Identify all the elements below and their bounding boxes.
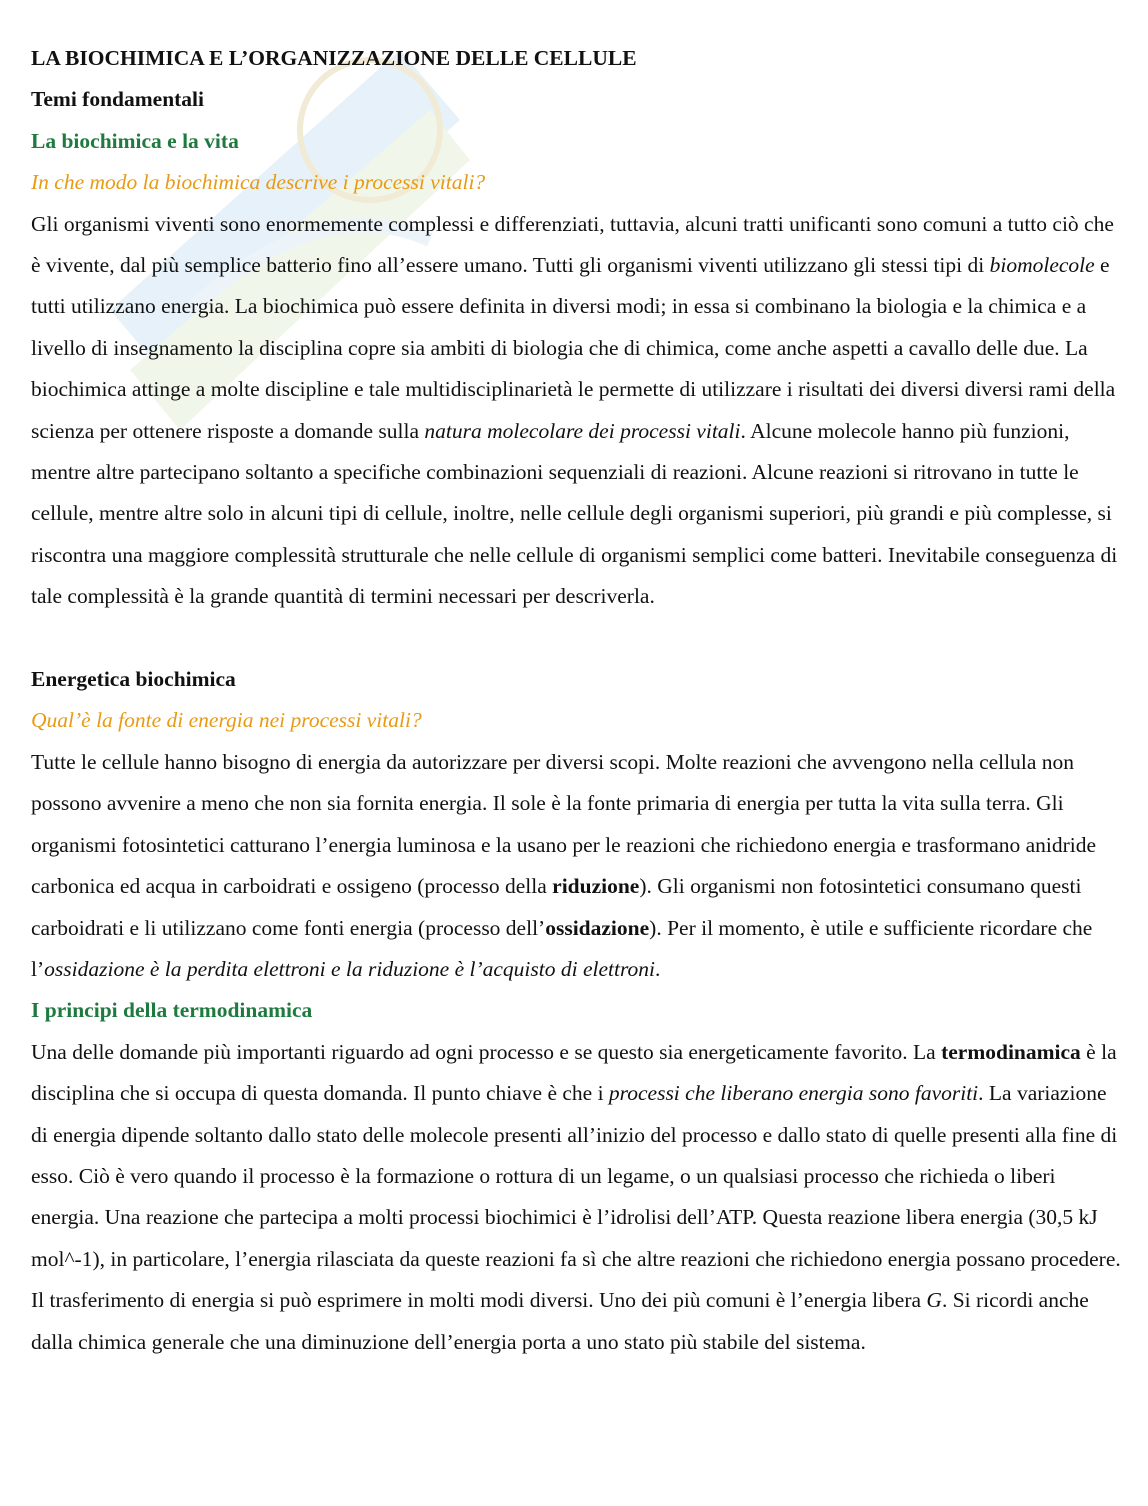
italic-run: processi che liberano energia sono favoriti [608, 1081, 979, 1106]
paragraph-biochimica [31, 204, 1121, 618]
italic-run: natura molecolare dei processi vitali [424, 418, 741, 443]
section-heading-energetica: Energetica biochimica [31, 667, 236, 692]
bold-run: termodinamica [941, 1039, 1081, 1064]
question-processi-vitali: In che modo la biochimica descrive i processi vitali? [31, 170, 486, 195]
paragraph-termodinamica [31, 1032, 1121, 1363]
text-run: . La variazione di energia dipende soltanto dallo stato delle molecole presenti all’inizio del processo e dallo stato di quelle presenti alla fine di esso. Ciò è vero quando il processo è la formazione o rottura di un legame, o un qualsiasi processo che richieda o liberi energia. Una reazione che partecipa a molti processi biochimici è l’idrolisi dell’ATP. Questa reazione libera energia (30,5 kJ mol^-1), in particolare, l’energia rilasciata da queste reazioni fa sì che altre reazioni che richiedono energia possano procedere. Il trasferimento di energia si può esprimere in molti modi diversi. Uno dei più comuni è l’energia libera [31, 1081, 1121, 1313]
subheading-termodinamica: I principi della termodinamica [31, 998, 313, 1023]
text-run: Tutte le cellule hanno bisogno di energia da autorizzare per diversi scopi. Molte reazioni che avvengono nella cellula non possono avvenire a meno che non sia fornita energia. Il sole è la fonte primaria di energia per tutta la vita sulla terra. Gli organismi fotosintetici catturano l’energia luminosa e la usano per le reazioni che richiedono energia e trasformano anidride carbonica ed acqua in carboidrati e ossigeno (processo della [31, 749, 1097, 899]
subheading-biochimica-vita: La biochimica e la vita [31, 128, 239, 153]
text-run: . Alcune molecole hanno più funzioni, mentre altre partecipano soltanto a specifiche combinazioni sequenziali di reazioni. Alcune reazioni si ritrovano in tutte le cellule, mentre altre solo in alcuni tipi di cellule, inoltre, nelle cellule degli organismi superiori, più grandi e più complesse, si riscontra una maggiore complessità strutturale che nelle cellule di organismi semplici come batteri. Inevitabile conseguenza di tale complessità è la grande quantità di termini necessari per descriverla. [31, 418, 1118, 609]
italic-run: biomolecole [989, 253, 1095, 278]
bold-run: riduzione [552, 874, 640, 899]
text-run: . Si ricordi anche dalla chimica generale che una diminuzione dell’energia porta a uno stato più stabile del sistema. [31, 1288, 1089, 1354]
italic-run: ossidazione è la perdita elettroni e la riduzione è l’acquisto di elettroni [44, 956, 656, 981]
question-fonte-energia: Qual’è la fonte di energia nei processi vitali? [31, 708, 422, 733]
text-run: è la disciplina che si occupa di questa domanda. Il punto chiave è che i [31, 1039, 1117, 1106]
text-run: e tutti utilizzano energia. La biochimica può essere definita in diversi modi; in essa si combinano la biologia e la chimica e a livello di insegnamento la disciplina copre sia ambiti di biologia che di chimica, come anche aspetti a cavallo delle due. La biochimica attinge a molte discipline e tale multidisciplinarietà le permette di utilizzare i risultati dei diversi diversi rami della scienza per ottenere risposte a domande sulla [31, 253, 1116, 443]
section-heading-temi: Temi fondamentali [31, 87, 205, 112]
spacer [31, 618, 1121, 659]
text-run: ). Per il momento, è utile e sufficiente ricordare che l’ [31, 915, 1093, 981]
paragraph-energetica [31, 742, 1121, 990]
document-title: LA BIOCHIMICA E L’ORGANIZZAZIONE DELLE CELLULE [31, 46, 637, 70]
bold-run: ossidazione [545, 915, 650, 940]
text-run: Una delle domande più importanti riguardo ad ogni processo e se questo sia energeticamente favorito. La [31, 1039, 942, 1064]
text-run: . [655, 956, 661, 981]
italic-run: G [926, 1288, 942, 1313]
document-page [31, 38, 1121, 1363]
text-run: Gli organismi viventi sono enormemente complessi e differenziati, tuttavia, alcuni tratti unificanti sono comuni a tutto ciò che è vivente, dal più semplice batterio fino all’essere umano. Tutti gli organismi viventi utilizzano gli stessi tipi di [31, 211, 1114, 278]
text-run: ). Gli organismi non fotosintetici consumano questi carboidrati e li utilizzano come fonti energia (processo dell’ [31, 874, 1082, 940]
